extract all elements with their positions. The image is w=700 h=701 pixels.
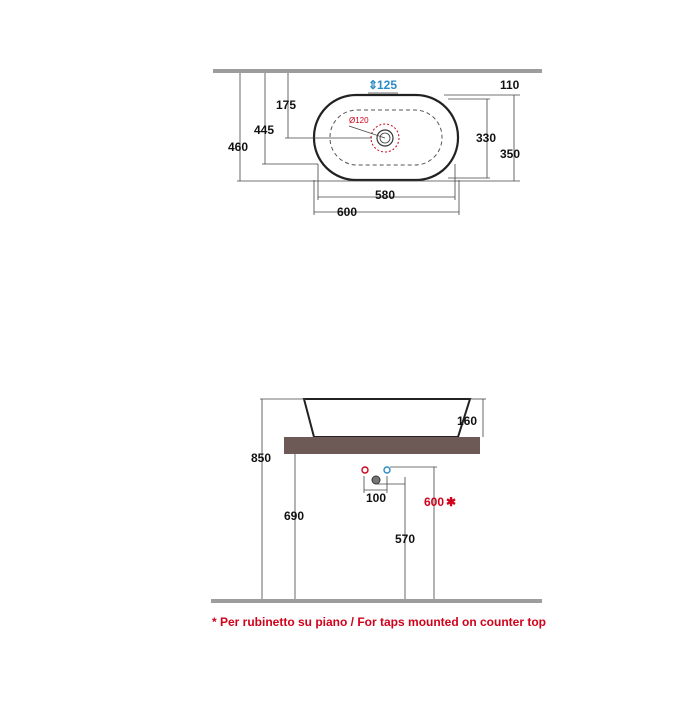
dim-100-label: 100 [366,491,387,505]
countertop [284,437,480,454]
dim-330-label: 330 [476,131,497,145]
basin-side-profile [304,399,470,437]
dim-175-label: 175 [276,98,297,112]
dim-600-label: 600 [337,205,358,219]
dim-125-arrow: ⇕ [368,78,379,92]
dim-850-label: 850 [251,451,272,465]
cold-tap-marker [384,467,390,473]
dim-600-asterisk: ✱ [446,495,457,509]
dim-160-label: 160 [457,414,478,428]
hot-tap-marker [362,467,368,473]
top-view [213,69,542,219]
side-view [211,399,546,629]
dim-125-label: 125 [377,78,398,92]
footnote: * Per rubinetto su piano / For taps mounted on counter top [212,615,547,629]
dim-445-label: 445 [254,123,275,137]
floor-line [211,599,542,603]
drain-diameter-label: Ø120 [349,116,369,125]
dim-460-label: 460 [228,140,249,154]
dim-570-label: 570 [395,532,416,546]
dim-110-label: 110 [500,78,520,92]
dim-690-label: 690 [284,509,305,523]
dim-600-side-label: 600 [424,495,445,509]
wall-line-top [213,69,542,73]
basin-inner-outline [330,110,442,165]
waste-outlet-marker [372,476,380,484]
dim-580-label: 580 [375,188,396,202]
dim-350-label: 350 [500,147,521,161]
basin-outer-outline [314,95,458,180]
